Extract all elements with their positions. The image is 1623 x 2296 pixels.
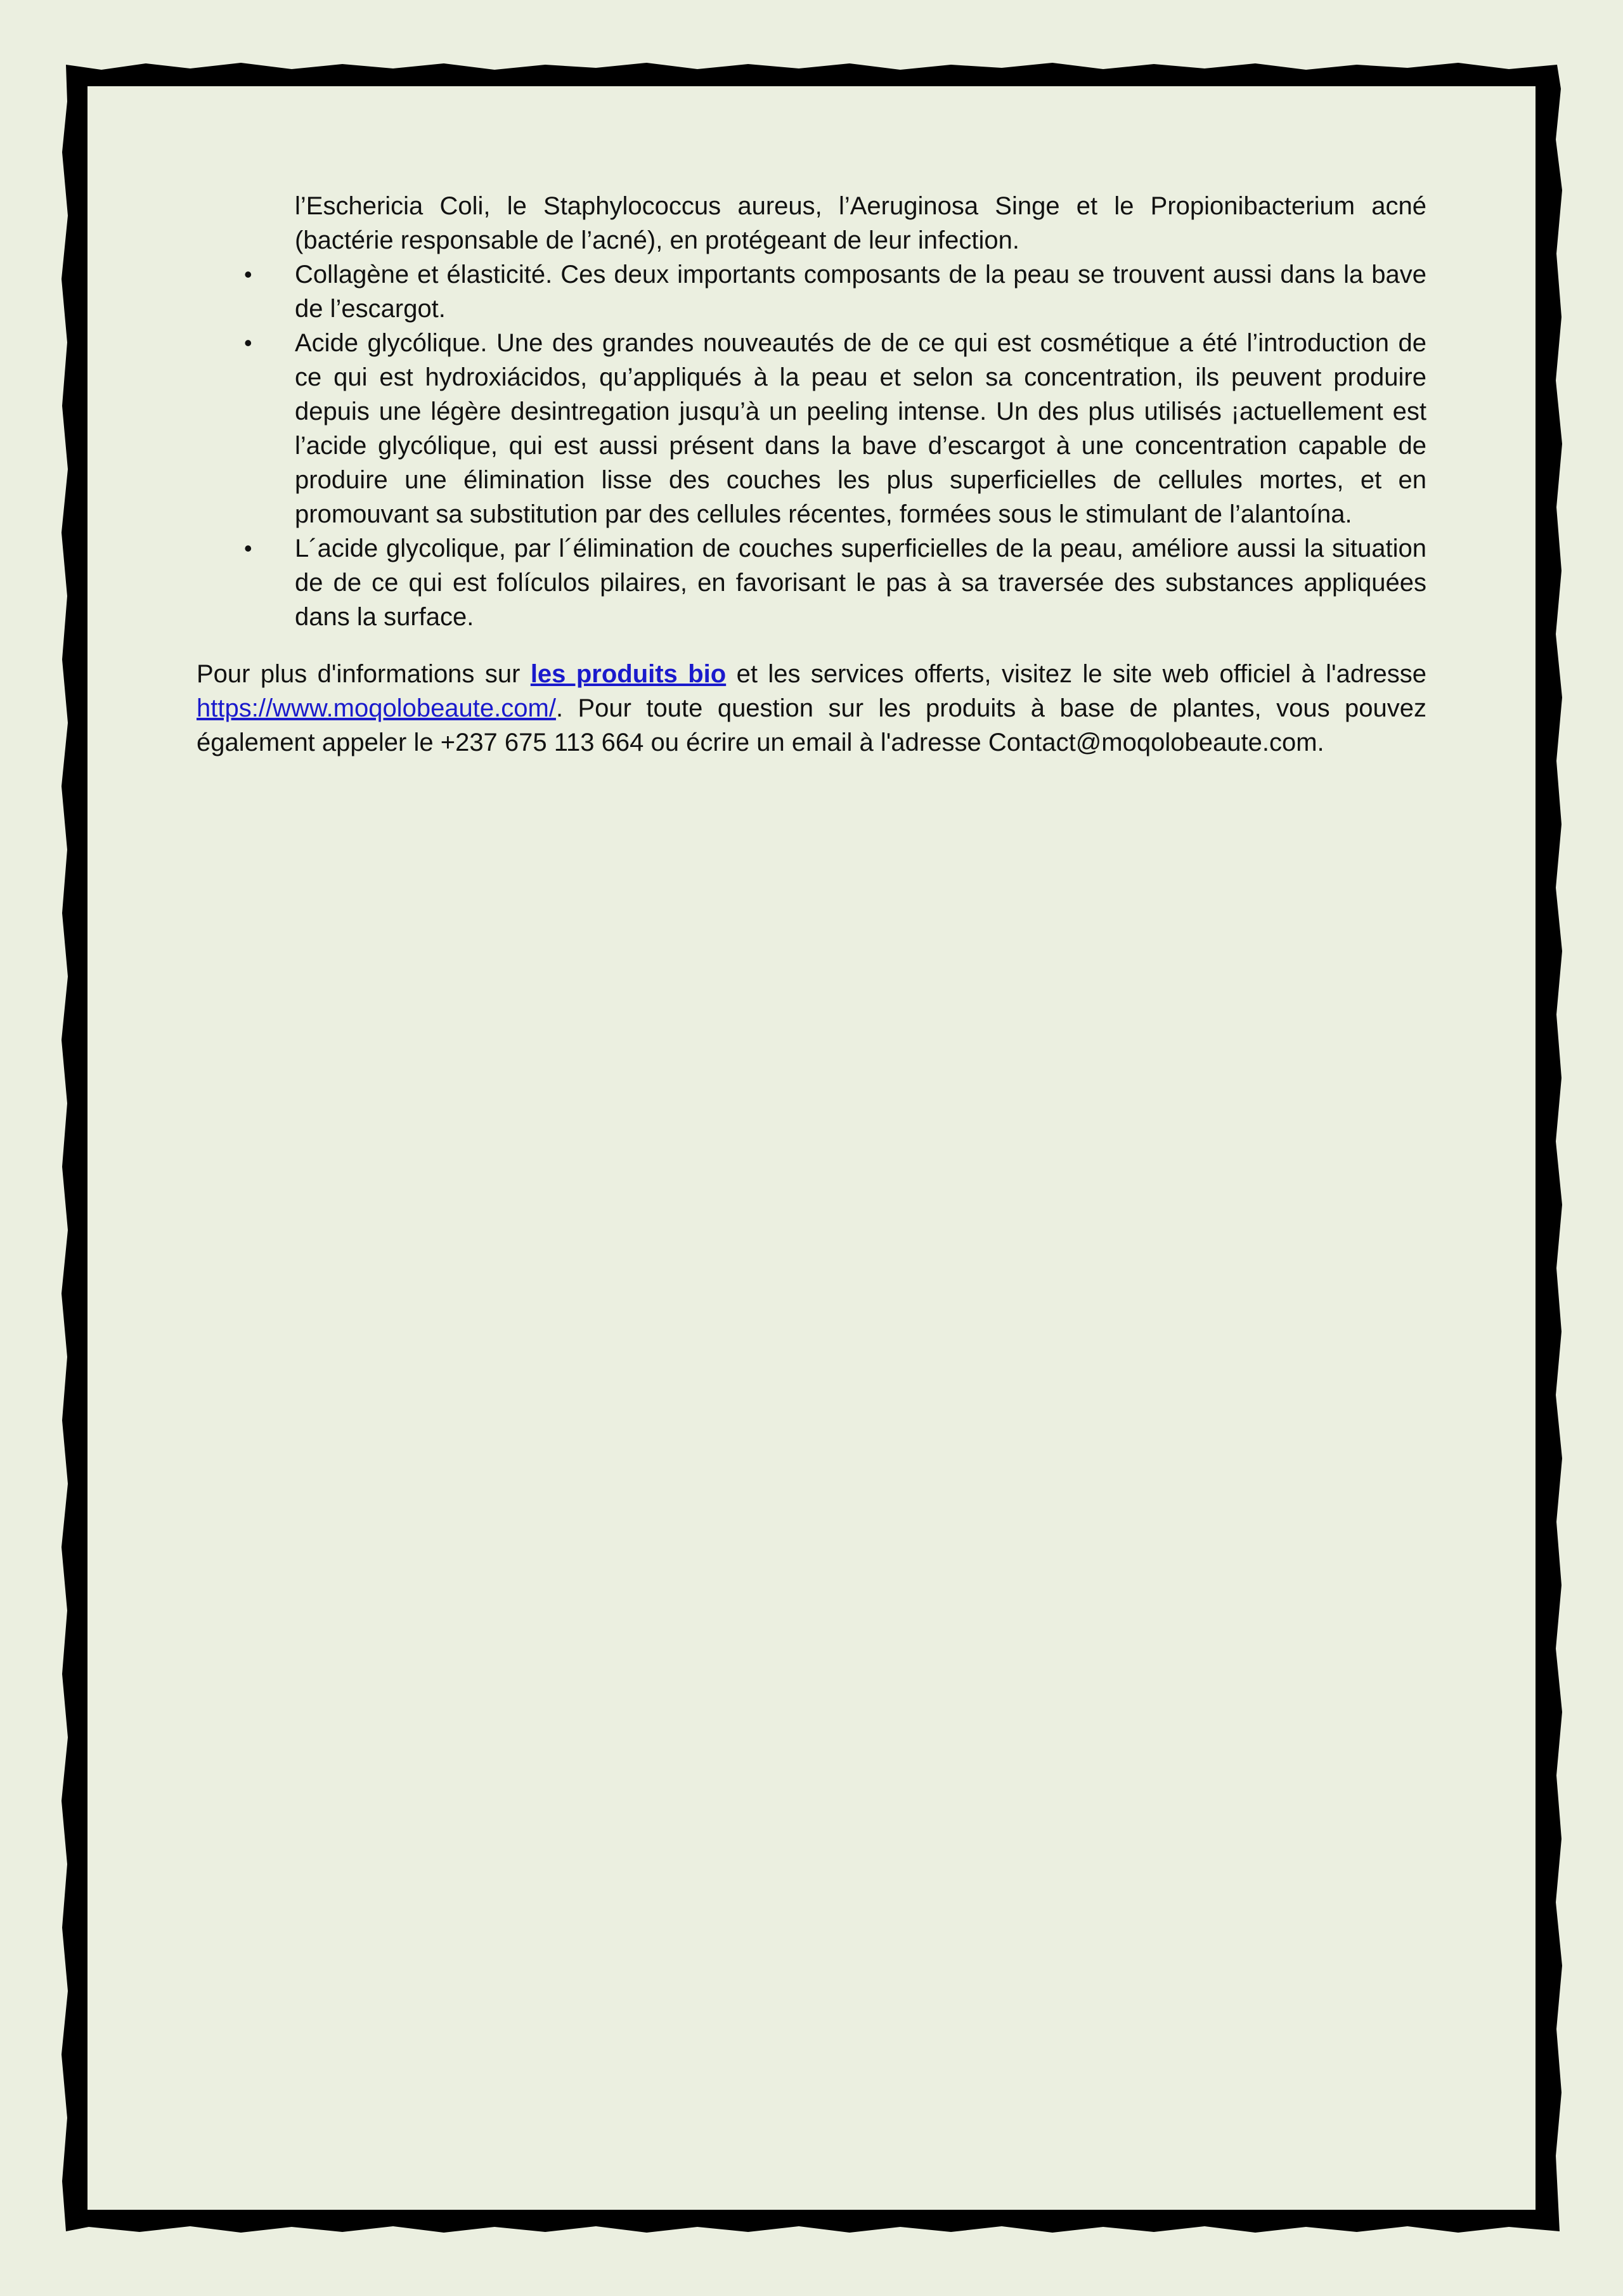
bullet-icon: • xyxy=(244,535,252,561)
bullet-item-acide-glycolique-elimination xyxy=(197,531,1426,634)
bullet-text: Acide glycólique. Une des grandes nouveautés de de ce qui est cosmétique a été l’introduction de ce qui est hydroxiácidos, qu’appliqués à la peau et selon sa concentration, ils peuvent produire depuis une légère desintregation jusqu’à un peeling intense. Un des plus utilisés ¡actuellement est l’acide glycólique, qui est aussi présent dans la bave d’escargot à une concentration capable de produire une élimination lisse des couches les plus superficielles de cellules mortes, et en promouvant sa substitution par des cellules récentes, formées sous le stimulant de l’alantoína. xyxy=(295,329,1426,528)
bullet-item-acide-glycolique xyxy=(197,326,1426,531)
closing-text-end: . Pour toute question sur les produits à base de plantes, vous pouvez également appeler le +237 675 113 664 ou écrire un email à l'adresse Contact@moqolobeaute.com. xyxy=(197,694,1426,756)
page-content xyxy=(197,189,1426,760)
bullet-icon: • xyxy=(244,261,252,287)
produits-bio-link[interactable]: les produits bio xyxy=(530,660,727,688)
closing-paragraph xyxy=(197,657,1426,760)
bullet-text: Collagène et élasticité. Ces deux importants composants de la peau se trouvent aussi dans la bave de l’escargot. xyxy=(295,261,1426,323)
bullet-continuation-text: l’Eschericia Coli, le Staphylococcus aureus, l’Aeruginosa Singe et le Propionibacterium acné (bactérie responsable de l’acné), en protégeant de leur infection. xyxy=(295,192,1426,254)
bullet-icon: • xyxy=(244,330,252,356)
bullet-list xyxy=(197,257,1426,634)
bullet-item-collagene xyxy=(197,257,1426,326)
closing-text-middle: et les services offerts, visitez le site web officiel à l'adresse xyxy=(726,660,1426,688)
website-url-link[interactable]: https://www.moqolobeaute.com/ xyxy=(197,694,556,722)
closing-text-start: Pour plus d'informations sur xyxy=(197,660,531,688)
bullet-text: L´acide glycolique, par l´élimination de couches superficielles de la peau, améliore aussi la situation de de ce qui est folículos pilaires, en favorisant le pas à sa traversée des substances appliquées dans la surface. xyxy=(295,535,1426,631)
